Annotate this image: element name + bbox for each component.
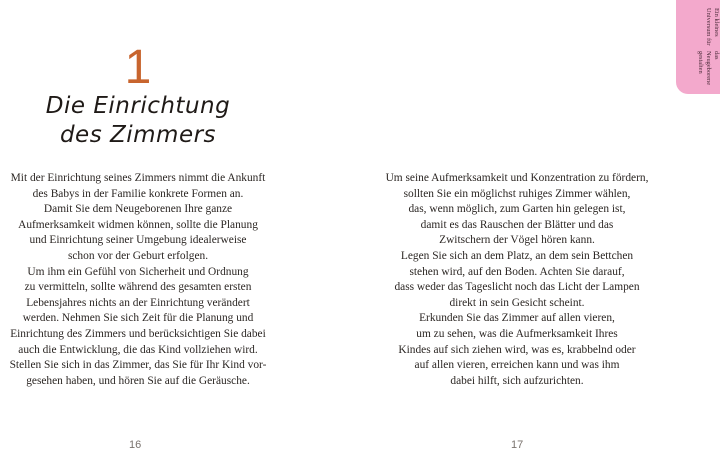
text-line: Kindes auf sich ziehen wird, was es, krabbelnd oder bbox=[398, 343, 636, 356]
text-line: auf allen vieren, erreichen kann und was ihm bbox=[414, 359, 620, 372]
chapter-side-tab bbox=[676, 0, 720, 94]
text-line: Einrichtung des Zimmers und berücksichtigen Sie dabei bbox=[10, 327, 266, 340]
chapter-title-line-2: des Zimmers bbox=[59, 122, 217, 148]
text-line: Lebensjahres nichts an der Einrichtung verändert bbox=[26, 296, 250, 309]
text-line: gesehen haben, und hören Sie auf die Geräusche. bbox=[26, 374, 250, 387]
text-line: Damit Sie dem Neugeborenen Ihre ganze bbox=[43, 203, 233, 216]
page-number-left: 16 bbox=[129, 439, 142, 451]
text-line: stehen wird, auf den Boden. Achten Sie darauf, bbox=[409, 265, 625, 278]
text-line: Mit der Einrichtung seines Zimmers nimmt die Ankunft bbox=[10, 172, 266, 184]
side-tab-line-1: Ein kleines Universum für bbox=[705, 8, 720, 46]
text-line: auch die Entwicklung, die das Kind vollziehen wird. bbox=[18, 343, 258, 356]
right-body-text bbox=[377, 171, 657, 389]
text-line: und Einrichtung seiner Umgebung idealerweise bbox=[29, 234, 247, 247]
text-line: Legen Sie sich an dem Platz, an dem sein Bettchen bbox=[400, 249, 634, 262]
text-line: dass weder das Tageslicht noch das Licht der Lampen bbox=[394, 281, 640, 294]
text-line: dabei hilft, sich aufzurichten. bbox=[450, 374, 584, 387]
side-tab-label bbox=[676, 0, 720, 94]
left-body-text bbox=[0, 171, 276, 389]
page-number-right: 17 bbox=[511, 439, 524, 451]
text-line: Um seine Aufmerksamkeit und Konzentration zu fördern, bbox=[385, 172, 649, 184]
text-line: zu vermitteln, sollte während des gesamten ersten bbox=[24, 281, 252, 294]
chapter-title bbox=[0, 92, 276, 150]
text-line: Um ihm ein Gefühl von Sicherheit und Ordnung bbox=[27, 265, 249, 278]
text-line: Erkunden Sie das Zimmer auf allen vieren, bbox=[419, 312, 615, 325]
text-line: Zwitschern der Vögel hören kann. bbox=[439, 234, 595, 247]
text-line: Stellen Sie sich in das Zimmer, das Sie für Ihr Kind vor- bbox=[9, 359, 267, 372]
text-line: werden. Nehmen Sie sich Zeit für die Planung und bbox=[22, 312, 254, 325]
side-tab-line-2: das Neugeborene gestalten bbox=[697, 51, 720, 86]
chapter-number: 1 bbox=[124, 41, 152, 94]
text-line: sollten Sie ein möglichst ruhiges Zimmer wählen, bbox=[403, 187, 631, 200]
text-line: direkt in sein Gesicht scheint. bbox=[449, 296, 585, 309]
text-line: das, wenn möglich, zum Garten hin gelegen ist, bbox=[408, 203, 626, 216]
text-line: des Babys in der Familie konkrete Formen an. bbox=[32, 187, 244, 200]
chapter-title-line-1: Die Einrichtung bbox=[45, 93, 231, 119]
text-line: schon vor der Geburt erfolgen. bbox=[67, 249, 209, 262]
text-line: um zu sehen, was die Aufmerksamkeit Ihres bbox=[416, 327, 618, 340]
text-line: damit es das Rauschen der Blätter und das bbox=[420, 218, 614, 231]
text-line: Aufmerksamkeit widmen können, sollte die Planung bbox=[18, 218, 258, 231]
